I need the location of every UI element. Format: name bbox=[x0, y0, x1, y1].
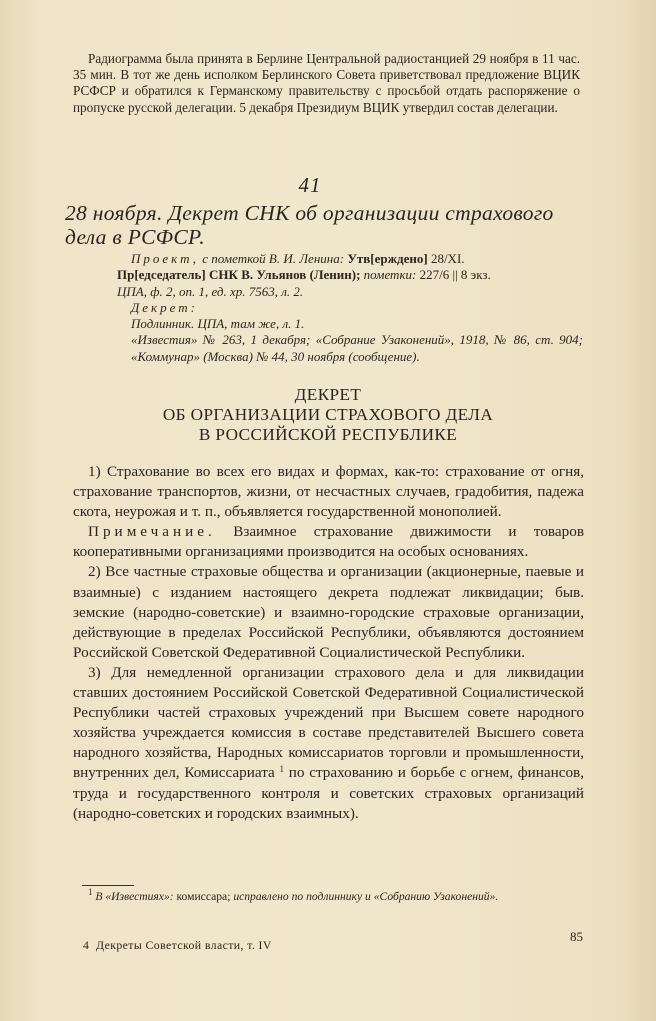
footnote-italic-b: исправлено по подлиннику и «Собранию Узаконений». bbox=[230, 890, 499, 903]
article-1-note bbox=[73, 522, 584, 562]
footnote-word: комиссара; bbox=[173, 890, 231, 903]
marks-label: пометки: bbox=[360, 267, 417, 283]
article-3 bbox=[73, 663, 584, 824]
source-decree bbox=[131, 300, 583, 316]
chairman-sign: Пр[едседатель] СНК В. Ульянов (Ленин); bbox=[117, 267, 361, 283]
intro-text: Радиограмма была принята в Берлине Центральной радиостанцией 29 ноября в 11 час. 35 мин. В тот же день исполком Берлинского Совета приветствовал предложение ВЦИК РСФСР и обратился к Германскому правительству с просьбой отдать распоряжение о пропуске русской делегации. 5 декабря Президиум ВЦИК утвердил состав делегации. bbox=[73, 51, 580, 115]
marks-value: 227/6 || 8 экз. bbox=[416, 267, 491, 283]
source-archive bbox=[117, 284, 583, 300]
document-title: 28 ноября. Декрет СНК об организации страхового дела в РСФСР. bbox=[65, 201, 554, 249]
source-publications bbox=[131, 332, 583, 365]
footnote-text bbox=[73, 889, 585, 904]
draft-label: Проект, bbox=[131, 251, 200, 266]
source-chairman bbox=[117, 267, 583, 283]
footnote-ref: 1 bbox=[279, 764, 285, 775]
article-2: 2) Все частные страховые общества и организации (акционерные, паевые и взаимные) с изданием настоящего декрета подлежат ликвидации; быв. земские (народно-советские) и взаимно-городские страховые организации, действующие в пределах Российской Республики, объявляются достоянием Российской Советской Федеративной Социалистической Республики. bbox=[73, 563, 584, 661]
printer-signature: 4 Декреты Советской власти, т. IV bbox=[83, 938, 272, 952]
page-number: 85 bbox=[570, 929, 583, 944]
article-1: 1) Страхование во всех его видах и формах, как-то: страхование от огня, страхование транспортов, жизни, от несчастных случаев, градобития, падежа скота, неурожая и т. п., объявляется государственной монополией. bbox=[73, 463, 584, 521]
source-original bbox=[131, 316, 583, 332]
heading-line-2: ОБ ОРГАНИЗАЦИИ СТРАХОВОГО ДЕЛА bbox=[162, 405, 494, 424]
heading-line-1: ДЕКРЕТ bbox=[294, 385, 362, 404]
publications-ref: «Известия» № 263, 1 декабря; «Собрание Узаконений», 1918, № 86, ст. 904; «Коммунар» (Москва) № 44, 30 ноября (сообщение). bbox=[131, 332, 583, 364]
approved-mark: Утв[ерждено] bbox=[347, 251, 428, 266]
footnote-italic-a: В «Известиях»: bbox=[92, 890, 174, 903]
decree-body bbox=[73, 462, 584, 824]
footnote-divider bbox=[82, 885, 134, 886]
source-notes bbox=[117, 251, 583, 365]
article-3-part-b: по страхованию и борьбе с огнем, финансов, труда и государственного контроля и советских страховых организаций (народно-советских и городских взаимных). bbox=[73, 764, 585, 822]
draft-note: с пометкой В. И. Ленина: bbox=[199, 251, 348, 266]
source-draft bbox=[131, 251, 583, 267]
archive-ref: ЦПА, ф. 2, оп. 1, ед. хр. 7563, л. 2. bbox=[117, 283, 304, 299]
heading-line-3: В РОССИЙСКОЙ РЕСПУБЛИКЕ bbox=[198, 425, 458, 444]
note-text: Взаимное страхование движимости и товаров кооперативными организациями производится на особых основаниях. bbox=[73, 523, 584, 561]
article-3-part-a: 3) Для немедленной организации страхового дела и для ликвидации ставших достоянием Российской Советской Федеративной Социалистической Республики частей страховых учреждений при Высшем совете народного хозяйства учреждается комиссия в составе представителей Высшего совета народного хозяйства, Народных комиссариатов торговли и промышленности, внутренних дел, Комиссариата bbox=[73, 663, 584, 782]
decree-heading bbox=[0, 385, 656, 445]
approved-date: 28/XI. bbox=[427, 251, 465, 266]
footnote bbox=[73, 889, 585, 904]
note-label: Примечание. bbox=[88, 523, 216, 541]
decree-label: Декрет: bbox=[131, 299, 198, 315]
intro-paragraph bbox=[73, 51, 580, 116]
original-ref: Подлинник. ЦПА, там же, л. 1. bbox=[131, 316, 305, 332]
footnote-mark: 1 bbox=[88, 887, 93, 897]
document-number: 41 bbox=[298, 173, 322, 197]
